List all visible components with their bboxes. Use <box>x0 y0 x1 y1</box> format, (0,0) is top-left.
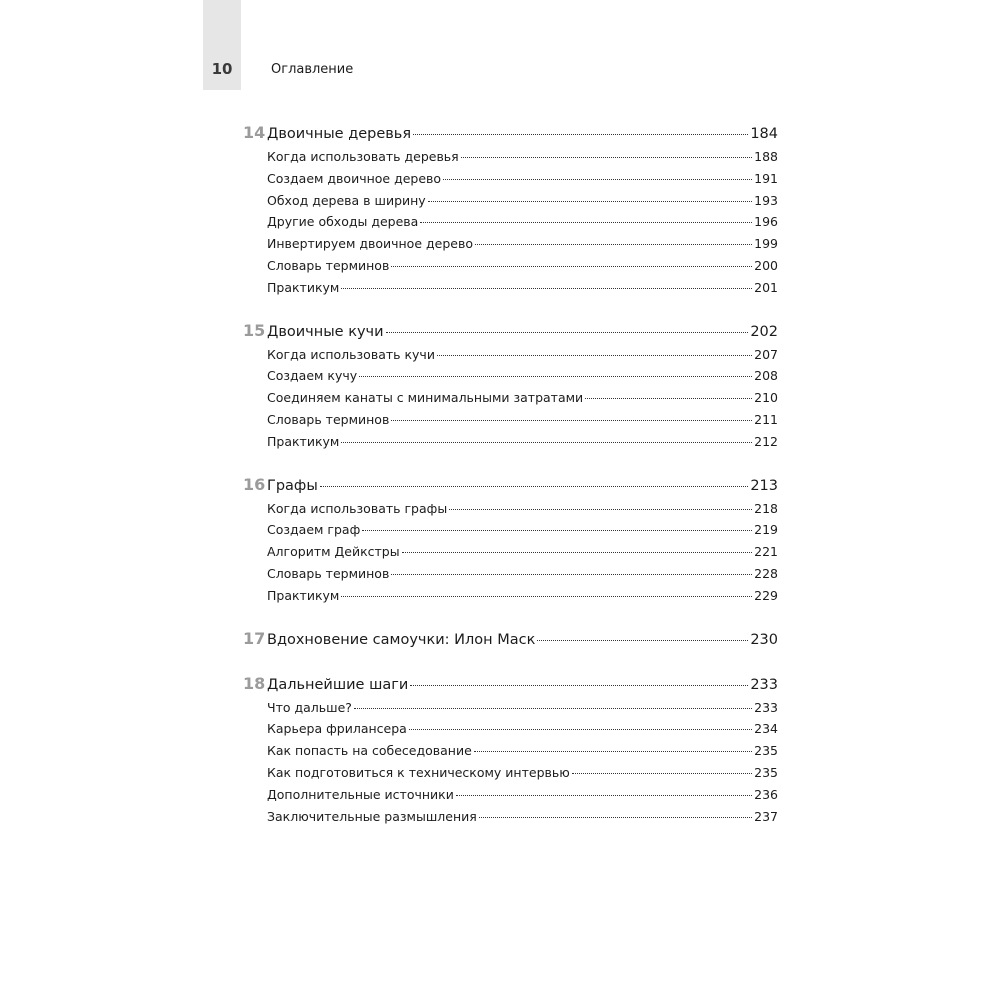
dot-leader <box>402 552 753 553</box>
section-page: 200 <box>754 257 778 273</box>
dot-leader <box>386 332 749 333</box>
section-page: 212 <box>754 433 778 449</box>
dot-leader <box>437 355 752 356</box>
section-title: Карьера фрилансера <box>267 721 407 737</box>
chapter-number: 16 <box>243 474 266 494</box>
section-page: 219 <box>754 522 778 538</box>
chapter-entry <box>243 629 778 655</box>
section-entry <box>243 390 778 412</box>
section-title: Что дальше? <box>267 699 352 715</box>
dot-leader <box>456 795 752 796</box>
section-page: 196 <box>754 214 778 230</box>
section-entry <box>243 544 778 566</box>
section-page: 208 <box>754 368 778 384</box>
section-page: 235 <box>754 743 778 759</box>
section-entry <box>243 522 778 544</box>
section-title: Обход дерева в ширину <box>267 192 426 208</box>
chapter-title: Двоичные кучи <box>267 323 384 340</box>
section-page: 237 <box>754 808 778 824</box>
toc-chapter <box>243 629 778 655</box>
chapter-number: 15 <box>243 320 266 340</box>
section-page: 221 <box>754 544 778 560</box>
page-number: 10 <box>211 60 233 78</box>
dot-leader <box>449 509 752 510</box>
section-title: Словарь терминов <box>267 411 390 427</box>
toc-chapter <box>243 674 778 831</box>
section-title: Когда использовать кучи <box>267 346 435 362</box>
section-entry <box>243 721 778 743</box>
chapter-number: 17 <box>243 628 266 648</box>
dot-leader <box>391 574 752 575</box>
dot-leader <box>354 708 752 709</box>
dot-leader <box>341 288 752 289</box>
section-title: Практикум <box>267 433 340 449</box>
section-title: Алгоритм Дейкстры <box>267 544 400 560</box>
section-entry <box>243 347 778 369</box>
dot-leader <box>341 596 752 597</box>
section-entry <box>243 501 778 523</box>
chapter-title: Вдохновение самоучки: Илон Маск <box>267 631 536 648</box>
section-title: Когда использовать графы <box>267 500 448 516</box>
chapter-entry <box>243 674 778 700</box>
section-page: 193 <box>754 192 778 208</box>
section-entry <box>243 787 778 809</box>
toc-chapter <box>243 321 778 456</box>
section-page: 191 <box>754 170 778 186</box>
section-title: Когда использовать деревья <box>267 149 459 164</box>
running-title: Оглавление <box>271 62 354 77</box>
section-page: 236 <box>754 786 778 802</box>
dot-leader <box>362 530 752 531</box>
section-page: 233 <box>754 699 778 715</box>
chapter-number: 18 <box>243 673 266 693</box>
section-entry <box>243 171 778 193</box>
chapter-entry <box>243 123 778 149</box>
chapter-title: Двоичные деревья <box>267 126 412 142</box>
section-entry <box>243 765 778 787</box>
section-page: 218 <box>754 500 778 516</box>
section-title: Словарь терминов <box>267 257 390 273</box>
section-title: Инвертируем двоичное дерево <box>267 236 473 252</box>
section-page: 201 <box>754 279 778 295</box>
dot-leader <box>572 773 752 774</box>
dot-leader <box>391 420 752 421</box>
section-entry <box>243 149 778 171</box>
section-title: Словарь терминов <box>267 565 390 581</box>
section-page: 228 <box>754 565 778 581</box>
section-entry <box>243 566 778 588</box>
chapter-page: 233 <box>750 676 778 693</box>
section-entry <box>243 588 778 610</box>
section-title: Как подготовиться к техническому интервью <box>267 764 570 780</box>
toc-chapter <box>243 475 778 610</box>
table-of-contents <box>243 123 778 849</box>
section-title: Практикум <box>267 279 340 295</box>
chapter-page: 230 <box>750 631 778 648</box>
chapter-number: 14 <box>243 123 266 142</box>
toc-chapter <box>243 123 778 302</box>
section-page: 229 <box>754 587 778 603</box>
section-title: Заключительные размышления <box>267 808 477 824</box>
dot-leader <box>475 244 752 245</box>
section-entry <box>243 809 778 831</box>
dot-leader <box>420 222 752 223</box>
chapter-page: 213 <box>750 477 778 494</box>
dot-leader <box>410 685 748 686</box>
section-page: 210 <box>754 390 778 406</box>
dot-leader <box>479 817 752 818</box>
section-title: Дополнительные источники <box>267 786 454 802</box>
section-entry <box>243 743 778 765</box>
chapter-entry <box>243 475 778 501</box>
chapter-entry <box>243 321 778 347</box>
chapter-title: Графы <box>267 477 318 494</box>
section-entry <box>243 434 778 456</box>
dot-leader <box>341 442 752 443</box>
section-entry <box>243 214 778 236</box>
section-entry <box>243 412 778 434</box>
section-entry <box>243 280 778 302</box>
dot-leader <box>474 751 752 752</box>
section-entry <box>243 258 778 280</box>
section-title: Другие обходы дерева <box>267 214 419 230</box>
dot-leader <box>409 729 752 730</box>
dot-leader <box>585 398 752 399</box>
section-entry <box>243 193 778 215</box>
section-entry <box>243 700 778 722</box>
section-entry <box>243 236 778 258</box>
dot-leader <box>461 157 752 158</box>
chapter-page: 184 <box>750 126 778 142</box>
section-page: 234 <box>754 721 778 737</box>
dot-leader <box>391 266 752 267</box>
section-page: 211 <box>754 411 778 427</box>
section-title: Как попасть на собеседование <box>267 743 472 759</box>
dot-leader <box>443 179 752 180</box>
section-title: Практикум <box>267 587 340 603</box>
section-page: 199 <box>754 236 778 252</box>
section-title: Создаем кучу <box>267 368 358 384</box>
section-title: Создаем граф <box>267 522 361 538</box>
section-title: Создаем двоичное дерево <box>267 170 442 186</box>
section-page: 188 <box>754 149 778 164</box>
dot-leader <box>428 201 752 202</box>
chapter-page: 202 <box>750 323 778 340</box>
section-page: 235 <box>754 764 778 780</box>
section-page: 207 <box>754 346 778 362</box>
dot-leader <box>320 486 749 487</box>
section-entry <box>243 368 778 390</box>
dot-leader <box>537 640 748 641</box>
dot-leader <box>413 134 748 135</box>
dot-leader <box>359 376 752 377</box>
chapter-title: Дальнейшие шаги <box>267 676 409 693</box>
section-title: Соединяем канаты с минимальными затратами <box>267 390 584 406</box>
